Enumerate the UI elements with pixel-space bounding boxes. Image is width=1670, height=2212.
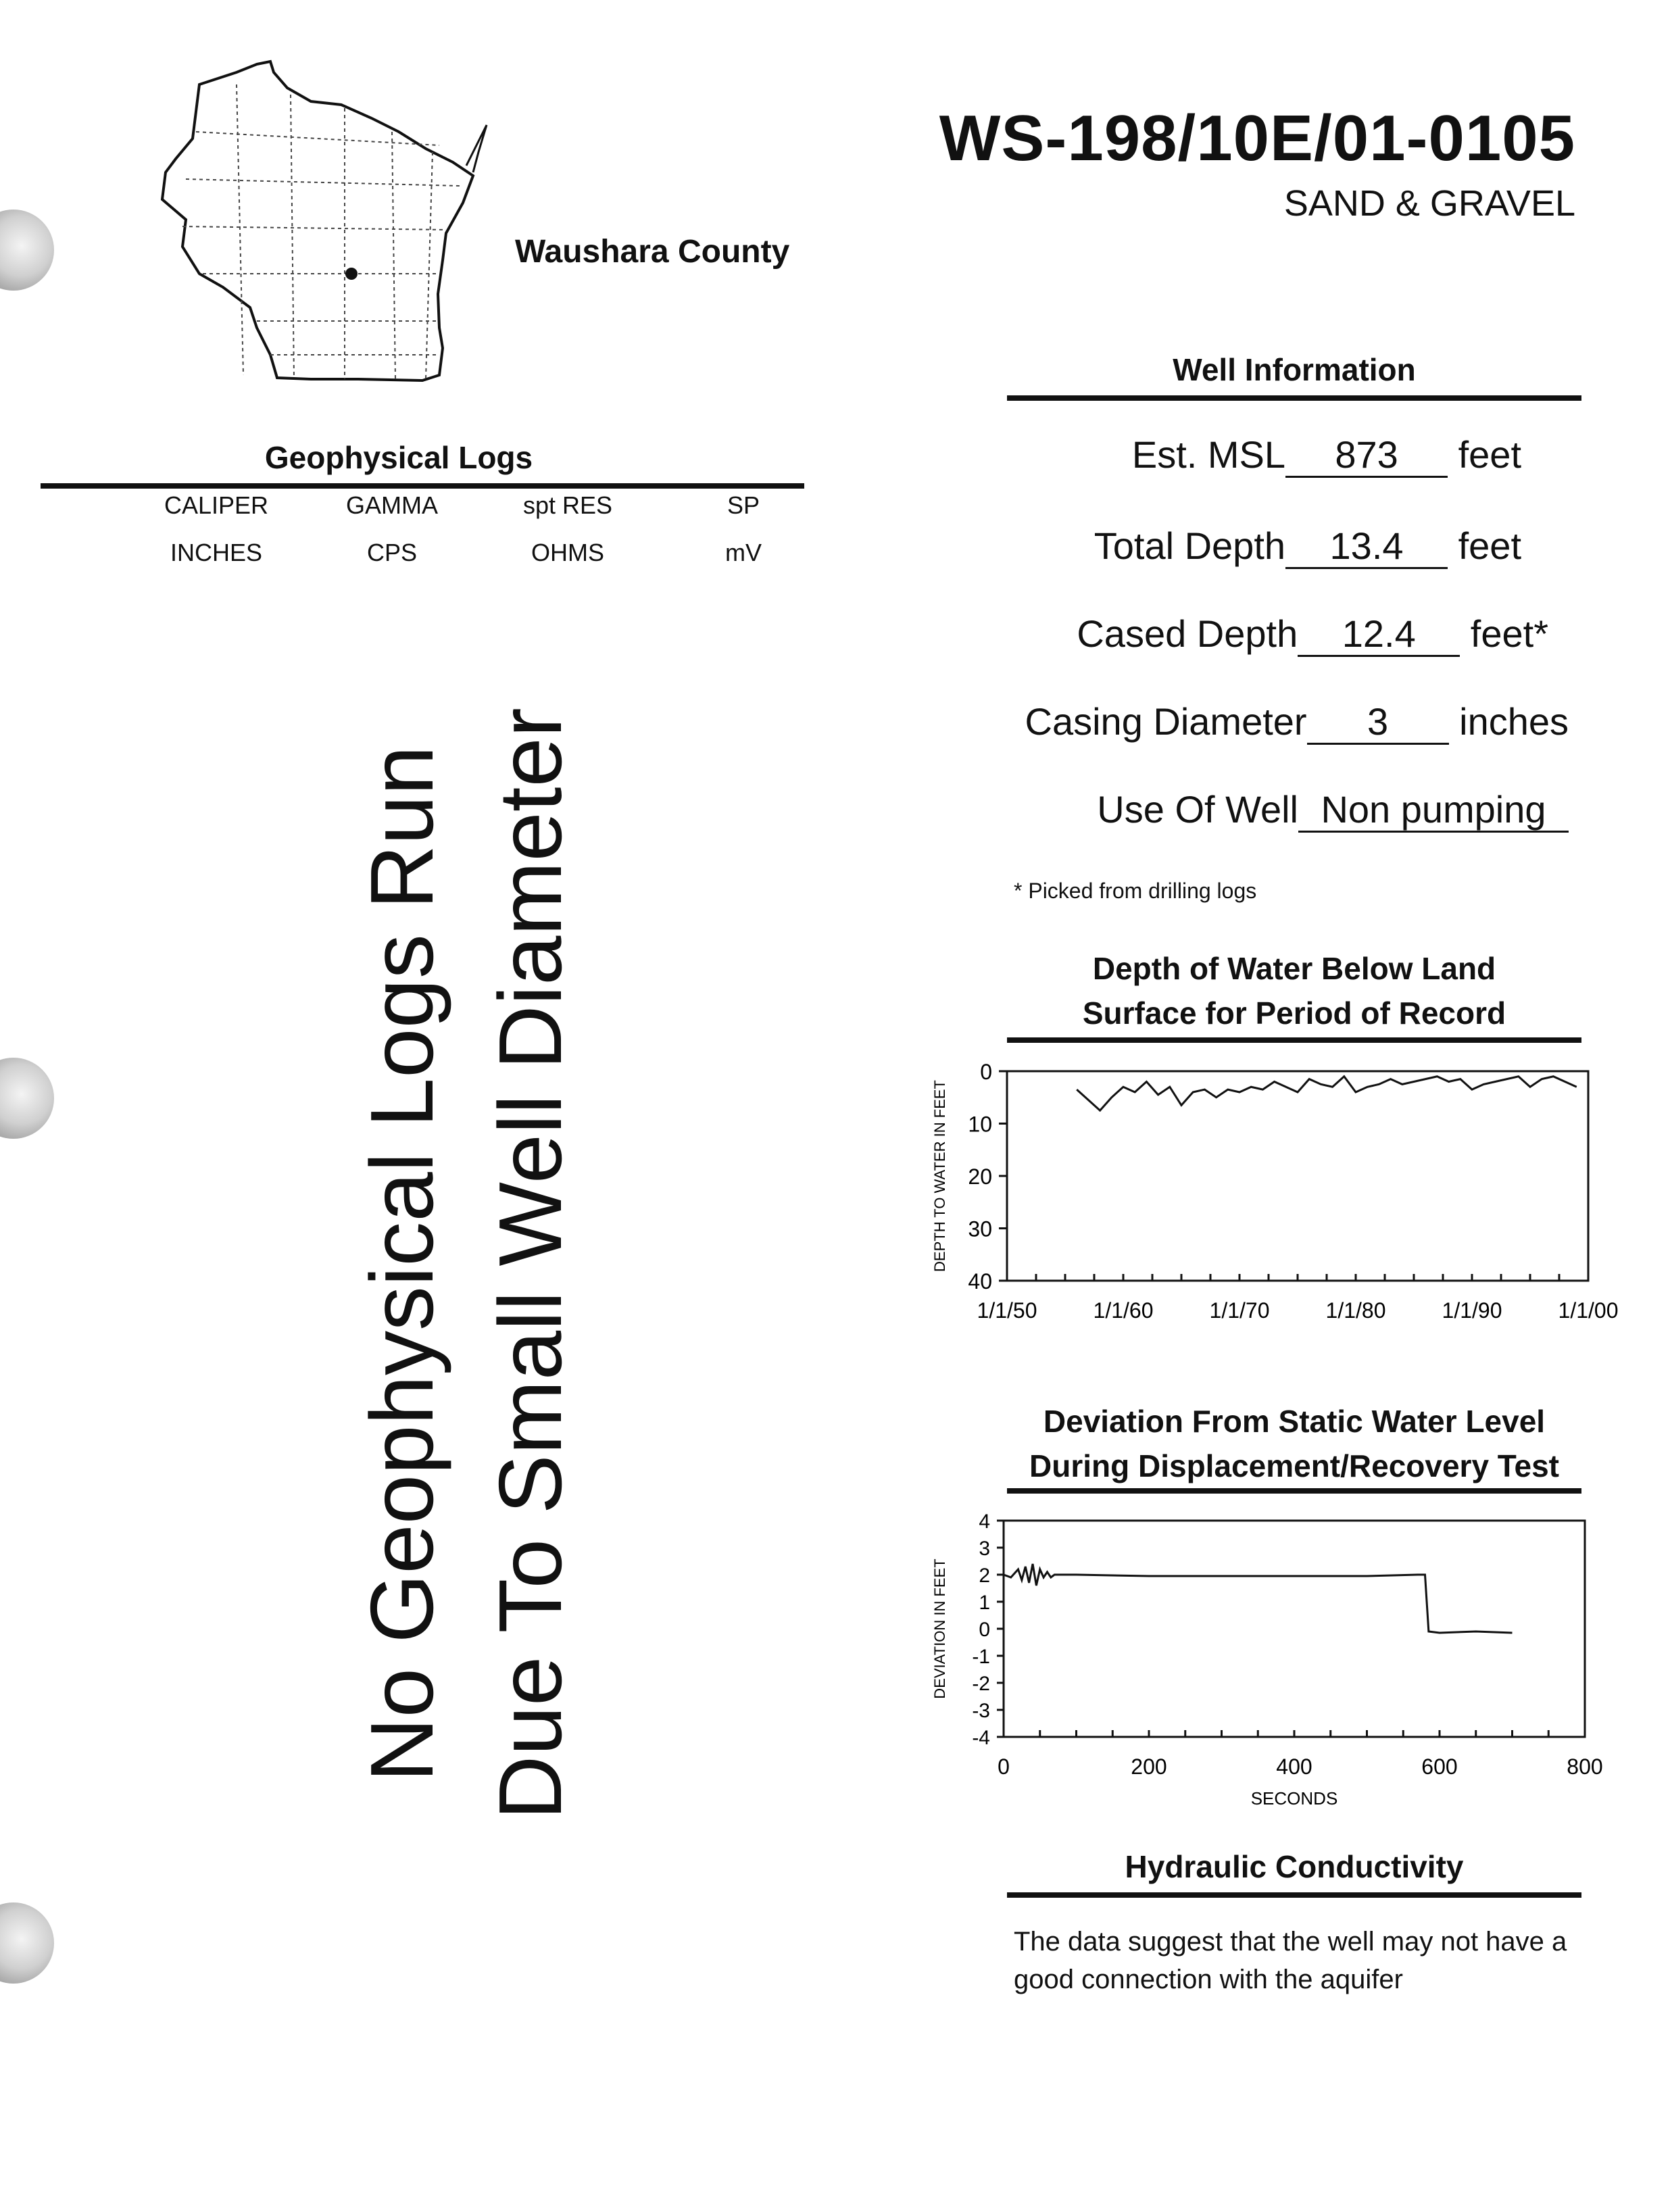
y-tick-label: 4 [979, 1510, 990, 1533]
plot-frame [1004, 1521, 1585, 1737]
x-tick-label: 200 [1131, 1754, 1167, 1779]
well-info-row-use: Use Of Well Non pumping [1097, 787, 1569, 833]
no-logs-message [338, 639, 595, 1889]
well-info-row-casing-diameter: Casing Diameter 3 inches [1025, 699, 1569, 745]
x-tick-label: 1/1/60 [1093, 1298, 1154, 1323]
y-tick-label: 1 [979, 1592, 990, 1614]
binder-hole [0, 1902, 54, 1984]
y-tick-label: 2 [979, 1565, 990, 1587]
well-info-row-msl: Est. MSL 873 feet [1132, 433, 1521, 478]
well-information-title: Well Information [1173, 352, 1416, 387]
x-tick-label: 400 [1276, 1754, 1312, 1779]
x-tick-label: 1/1/90 [1442, 1298, 1502, 1323]
x-tick-label: 0 [998, 1754, 1010, 1779]
x-tick-label: 800 [1567, 1754, 1603, 1779]
geo-log-unit: CPS [366, 539, 418, 566]
y-tick-label: -2 [972, 1673, 990, 1695]
x-tick-label: 1/1/00 [1558, 1298, 1619, 1323]
no-logs-message-line2: Due To Small Well Diameter [481, 708, 580, 1820]
y-tick-label: 10 [968, 1112, 992, 1137]
county-name: Waushara County [515, 234, 790, 270]
footnote: * Picked from drilling logs [1014, 879, 1257, 903]
y-tick-label: 30 [968, 1216, 992, 1242]
wisconsin-state-map-icon [155, 57, 493, 402]
x-tick-label: 1/1/70 [1209, 1298, 1270, 1323]
aquifer-type: SAND & GRAVEL [1283, 183, 1575, 224]
divider [1007, 1037, 1581, 1043]
divider [1007, 395, 1581, 401]
y-tick-label: 0 [980, 1060, 992, 1084]
depth-chart-title: Depth of Water Below Land Surface for Period of Record [1082, 951, 1506, 1031]
well-id-title: WS-198/10E/01-0105 [939, 102, 1575, 174]
cased-depth-value: 12.4 [1298, 613, 1460, 657]
geo-log-unit: mV [725, 539, 762, 566]
deviation-series-line [1004, 1564, 1513, 1633]
geo-log-unit: OHMS [531, 539, 604, 566]
divider [1007, 1488, 1581, 1494]
geo-log-name: CALIPER [164, 491, 269, 519]
deviation-chart [926, 1504, 1636, 1842]
geo-log-name: spt RES [522, 491, 613, 519]
x-axis-label: SECONDS [1250, 1788, 1338, 1809]
geo-log-unit: INCHES [170, 539, 263, 566]
y-tick-label: -4 [972, 1727, 990, 1749]
x-tick-label: 1/1/50 [977, 1298, 1037, 1323]
plot-frame [1007, 1071, 1588, 1281]
x-tick-label: 1/1/80 [1325, 1298, 1386, 1323]
casing-diameter-value: 3 [1307, 701, 1449, 745]
use-of-well-value: Non pumping [1298, 789, 1569, 833]
y-tick-label: 0 [979, 1619, 990, 1641]
hydraulic-conductivity-title: Hydraulic Conductivity [1125, 1849, 1464, 1884]
y-tick-label: -3 [972, 1700, 990, 1722]
well-info-row-cased-depth: Cased Depth 12.4 feet* [1077, 612, 1548, 657]
msl-value: 873 [1285, 434, 1448, 478]
y-axis-label: DEPTH TO WATER IN FEET [931, 1080, 948, 1272]
total-depth-value: 13.4 [1285, 525, 1448, 569]
y-tick-label: 20 [968, 1164, 992, 1189]
y-tick-label: 3 [979, 1538, 990, 1560]
binder-hole [0, 210, 54, 291]
hydraulic-conductivity-text: The data suggest that the well may not have a good connection with the aquifer [1014, 1927, 1567, 1994]
depth-series-line [1077, 1077, 1577, 1110]
divider [1007, 1892, 1581, 1898]
geo-log-name: SP [727, 491, 760, 519]
y-axis-label: DEVIATION IN FEET [931, 1558, 948, 1699]
y-tick-label: 40 [968, 1269, 992, 1294]
binder-hole [0, 1058, 54, 1139]
depth-to-water-chart [926, 1054, 1636, 1338]
geophysical-logs-title: Geophysical Logs [264, 440, 533, 475]
well-info-row-total-depth: Total Depth 13.4 feet [1094, 524, 1521, 569]
deviation-chart-title: Deviation From Static Water Level During Displacement/Recovery Test [1029, 1404, 1559, 1483]
x-tick-label: 600 [1421, 1754, 1458, 1779]
no-logs-message-line1: No Geophysical Logs Run [352, 745, 451, 1782]
geo-log-name: GAMMA [345, 491, 438, 519]
y-tick-label: -1 [972, 1646, 990, 1668]
divider [41, 483, 804, 489]
